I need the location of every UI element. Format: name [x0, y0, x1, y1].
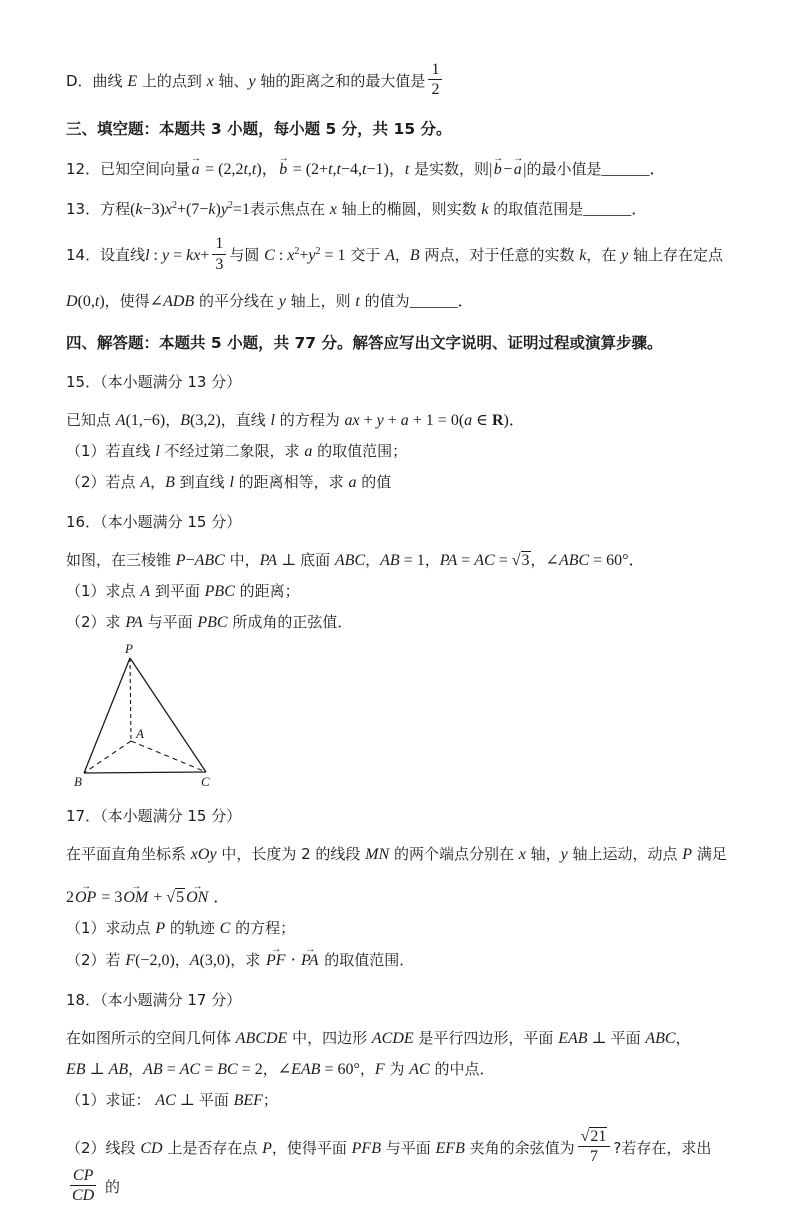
figure-tetrahedron [66, 642, 236, 790]
q18-part2: （2）线段 CD 上是否存在点 P，使得平面 PFB 与平面 EFB 夹角的余弦值为 $\frac{√21}{7}$ ?若存在，求出 $\frac{CP}{CD}$ 的 [66, 1127, 712, 1205]
q17-body: 在平面直角坐标系 xOy 中，长度为 2 的线段 MN 的两个端点分别在 x 轴，y 轴上运动，动点 P 满足 [66, 844, 727, 863]
edge-ac-dashed [131, 741, 206, 772]
q17-title: 17．（本小题满分 15 分） [66, 806, 242, 825]
vertex-label-a: A [136, 725, 144, 741]
sqrt-radical: √5 [166, 888, 185, 906]
q14-line1: 14．设直线l : y = kx+ $\frac{1}{3}$ 与圆 C : $x^2+y^2 = 1$ 交于 A，B 两点，对于任意的实数 k，在 y 轴上存在定点 [66, 235, 724, 273]
q17-formula: 2 → OP = 3 → OM + √5 → ON ． [66, 880, 230, 906]
q15-body: 已知点 A(1,−6)，B(3,2)，直线 l 的方程为 ax + y + a + 1 = 0(a ∈ R)． [66, 410, 525, 429]
vector-arrow: → ON [186, 880, 209, 906]
vector-arrow: → b [278, 153, 288, 179]
edge-pb [84, 658, 130, 773]
q14-line2: D(0,t)，使得∠ADB 的平分线在 y 轴上，则 t 的值为______． [66, 291, 474, 310]
vector-arrow: → b [493, 153, 503, 179]
fraction: $\frac{1}{3}$ [212, 234, 226, 273]
q15-title: 15．（本小题满分 13 分） [66, 372, 242, 391]
section-4-header: 四、解答题：本题共 5 小题，共 77 分。解答应写出文字说明、证明过程或演算步骤。 [66, 333, 663, 352]
option-d: D．曲线 E 上的点到 x 轴、y 轴的距离之和的最大值是 $\frac{1}{2}$ [66, 62, 742, 101]
edge-bc [84, 772, 206, 773]
tetrahedron-svg [66, 642, 236, 790]
vertex-label-p: P [125, 640, 133, 656]
fraction: $\frac{√21}{7}$ [578, 1127, 611, 1166]
vector-arrow: → PF [266, 943, 286, 969]
q16-body: 如图，在三棱锥 P−ABC 中，PA ⊥ 底面 ABC，AB = 1，PA = AC = √3，∠ABC = 60°． [66, 550, 645, 569]
sqrt-radical: √3 [511, 551, 530, 569]
vector-arrow: → OM [123, 880, 149, 906]
fraction: $\frac{CP}{CD}$ [69, 1166, 97, 1205]
q18-body-line1: 在如图所示的空间几何体 ABCDE 中，四边形 ACDE 是平行四边形，平面 EAB ⊥ 平面 ABC， [66, 1028, 691, 1047]
vertex-label-c: C [201, 773, 210, 789]
edge-pc [130, 658, 206, 772]
q16-part1: （1）求点 A 到平面 PBC 的距离； [66, 581, 300, 600]
exam-lines-bottom [66, 803, 742, 1208]
vector-arrow: → OP [75, 880, 97, 906]
q12: 12．已知空间向量 → a = (2,2t,t)， → b = (2+t,t−4,t−1)，t 是实数，则| → b− → a|的最小值是______． [66, 153, 666, 179]
q16-title: 16．（本小题满分 15 分） [66, 512, 242, 531]
q16-part2: （2）求 PA 与平面 PBC 所成角的正弦值． [66, 612, 353, 631]
vector-arrow: → a [191, 153, 201, 179]
q13: 13．方程$(k-3)x^2+(7-k)y^2=1$表示焦点在 x 轴上的椭圆，则实数 k 的取值范围是______． [66, 200, 648, 219]
vector-arrow: → PA [301, 943, 319, 969]
edge-pa-dashed [130, 658, 131, 741]
q17-part1: （1）求动点 P 的轨迹 C 的方程； [66, 918, 296, 937]
fraction: $\frac{1}{2}$ [428, 60, 442, 99]
sqrt-radical: √21 [580, 1127, 607, 1145]
q15-part2: （2）若点 A，B 到直线 l 的距离相等，求 a 的值 [66, 472, 392, 491]
q17-part2: （2）若 F(−2,0)，A(3,0)，求 → PF ⋅ → PA 的取值范围． [66, 943, 415, 969]
exam-lines-top [66, 62, 742, 636]
vertex-label-b: B [74, 773, 82, 789]
q15-part1: （1）若直线 l 不经过第二象限，求 a 的取值范围； [66, 441, 408, 460]
q18-body-line2: EB ⊥ AB，AB = AC = BC = 2，∠EAB = 60°，F 为 AC 的中点． [66, 1059, 495, 1078]
vector-arrow: → a [513, 153, 523, 179]
q18-title: 18．（本小题满分 17 分） [66, 990, 242, 1009]
q18-part1: （1）求证： AC ⊥ 平面 BEF； [66, 1090, 278, 1109]
section-3-header: 三、填空题：本题共 3 小题，每小题 5 分，共 15 分。 [66, 120, 452, 139]
